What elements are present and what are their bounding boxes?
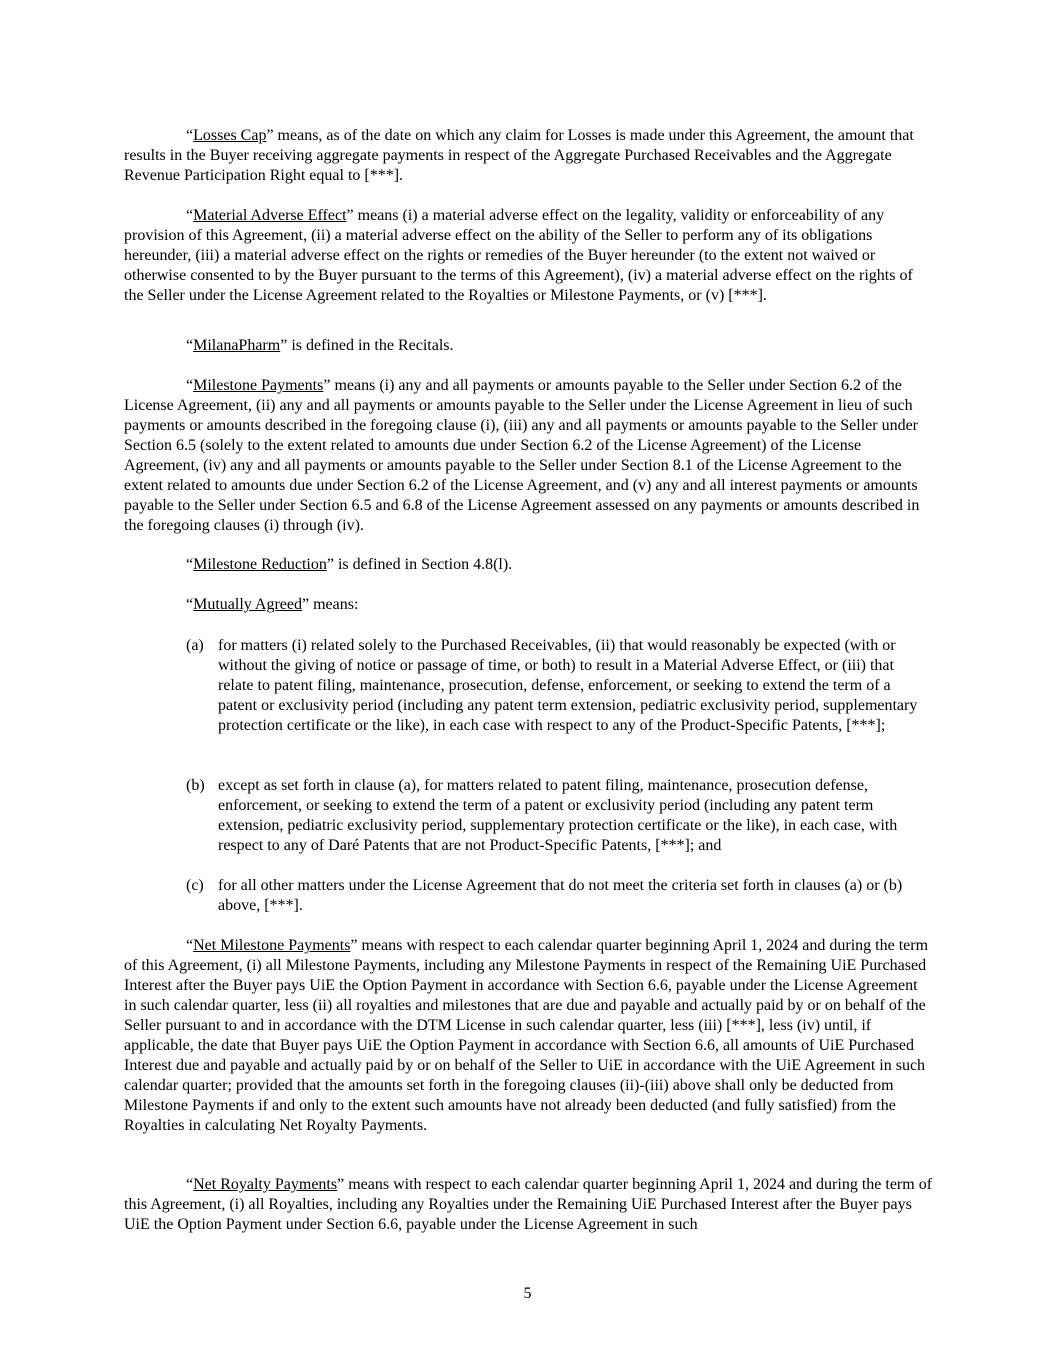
list-item-text: except as set forth in clause (a), for matters related to patent filing, maintenance, prosecution defense, enforcement, or seeking to extend the term of a patent or exclusivity period (including any patent term extension, pediatric exclusivity period, supplementary protection certificate or the like), in each case, with respect to any of Daré Patents that are not Product-Specific Patents, [***]; and: [218, 777, 898, 854]
open-quote: “: [186, 596, 194, 613]
definition-text: is defined in Section 4.8(l).: [333, 556, 513, 573]
definition-milestone-reduction: [124, 555, 932, 575]
close-quote: ”: [337, 1176, 345, 1193]
definition-material-adverse-effect: [124, 206, 932, 306]
list-item-label: (c): [186, 877, 204, 894]
close-quote: ”: [280, 337, 288, 354]
definition-losses-cap: [124, 126, 932, 186]
close-quote: ”: [350, 937, 358, 954]
close-quote: ”: [266, 127, 274, 144]
list-item-text: for all other matters under the License Agreement that do not meet the criteria set forth in clauses (a) or (b) above, [***].: [218, 877, 903, 914]
close-quote: ”: [301, 596, 310, 613]
open-quote: “: [186, 207, 194, 224]
page-number: 5: [523, 1285, 532, 1302]
defined-term: Milestone Payments: [193, 377, 324, 394]
definition-text: is defined in the Recitals.: [287, 337, 454, 354]
definition-milanapharm: [124, 336, 932, 356]
open-quote: “: [186, 127, 194, 144]
defined-term: Milestone Reduction: [193, 556, 327, 573]
list-item-text: for matters (i) related solely to the Purchased Receivables, (ii) that would reasonably be expected (with or without the giving of notice or passage of time, or both) to result in a Material Adverse Effect, or (iii) that relate to patent filing, maintenance, prosecution, defense, enforcement, or seeking to extend the term of a patent or exclusivity period (including any patent term extension, pediatric exclusivity period, supplementary protection certificate or the like), in each case with respect to any of the Product-Specific Patents, [***];: [218, 637, 918, 734]
open-quote: “: [186, 556, 194, 573]
definition-text: means (i) any and all payments or amounts payable to the Seller under Section 6.2 of the License Agreement, (ii) any and all payments or amounts payable to the Seller under the License Agreement in lieu of such payments or amounts described in the foregoing clause (i), (iii) any and all payments or amounts payable to the Seller under Section 6.5 (solely to the extent related to amounts due under Section 6.2 of the License Agreement) of the License Agreement, (iv) any and all payments or amounts payable to the Seller under Section 8.1 of the License Agreement to the extent related to amounts due under Section 6.2 of the License Agreement, and (v) any and all interest payments or amounts payable to the Seller under Section 6.5 and 6.8 of the License Agreement assessed on any payments or amounts described in the foregoing clauses (i) through (iv).: [124, 377, 920, 534]
open-quote: “: [186, 1176, 194, 1193]
list-item-a: [186, 636, 932, 736]
definition-net-royalty-payments: [124, 1175, 932, 1235]
list-item-b: [186, 776, 932, 856]
defined-term: Material Adverse Effect: [193, 207, 347, 224]
defined-term: MilanaPharm: [193, 337, 281, 354]
defined-term: Mutually Agreed: [193, 596, 302, 613]
close-quote: ”: [323, 377, 331, 394]
open-quote: “: [186, 377, 194, 394]
list-item-c: [186, 876, 932, 916]
open-quote: “: [186, 937, 194, 954]
close-quote: ”: [346, 207, 354, 224]
definition-net-milestone-payments: [124, 936, 932, 1136]
definition-text: means, as of the date on which any claim for Losses is made under this Agreement, the amount that results in the Buyer receiving aggregate payments in respect of the Aggregate Purchased Receivables and the Aggregate Revenue Participation Right equal to [***].: [124, 127, 914, 184]
close-quote: ”: [326, 556, 334, 573]
defined-term: Net Royalty Payments: [193, 1176, 338, 1193]
definition-text: means (i) a material adverse effect on the legality, validity or enforceability of any provision of this Agreement, (ii) a material adverse effect on the ability of the Seller to perform any of its obligations hereunder, (iii) a material adverse effect on the rights or remedies of the Buyer hereunder (to the extent not waived or otherwise consented to by the Buyer pursuant to the terms of this Agreement), (iv) a material adverse effect on the rights of the Seller under the License Agreement related to the Royalties or Milestone Payments, or (v) [***].: [124, 207, 913, 304]
definition-mutually-agreed: [124, 595, 932, 615]
defined-term: Losses Cap: [193, 127, 267, 144]
list-item-label: (b): [186, 777, 205, 794]
definition-text: means:: [309, 596, 359, 613]
defined-term: Net Milestone Payments: [193, 937, 351, 954]
definition-milestone-payments: [124, 376, 932, 536]
definition-text: means with respect to each calendar quarter beginning April 1, 2024 and during the term of this Agreement, (i) all Milestone Payments, including any Milestone Payments in respect of the Remaining UiE Purchased Interest after the Buyer pays UiE the Option Payment in accordance with Section 6.6, payable under the License Agreement in such calendar quarter, less (ii) all royalties and milestones that are due and payable and actually paid by or on behalf of the Seller pursuant to and in accordance with the DTM License in such calendar quarter, less (iii) [***], less (iv) until, if applicable, the date that Buyer pays UiE the Option Payment in accordance with Section 6.6, all amounts of UiE Purchased Interest due and payable and actually paid by or on behalf of the Seller to UiE in accordance with the UiE Agreement in such calendar quarter; provided that the amounts set forth in the foregoing clauses (ii)-(iii) above shall only be deducted from Milestone Payments if and only to the extent such amounts have not already been deducted (and fully satisfied) from the Royalties in calculating Net Royalty Payments.: [124, 937, 929, 1134]
definition-text: means with respect to each calendar quarter beginning April 1, 2024 and during the term of this Agreement, (i) all Royalties, including any Royalties under the Remaining UiE Purchased Interest after the Buyer pays UiE the Option Payment under Section 6.6, payable under the License Agreement in such: [124, 1176, 933, 1233]
open-quote: “: [186, 337, 194, 354]
list-item-label: (a): [186, 637, 204, 654]
